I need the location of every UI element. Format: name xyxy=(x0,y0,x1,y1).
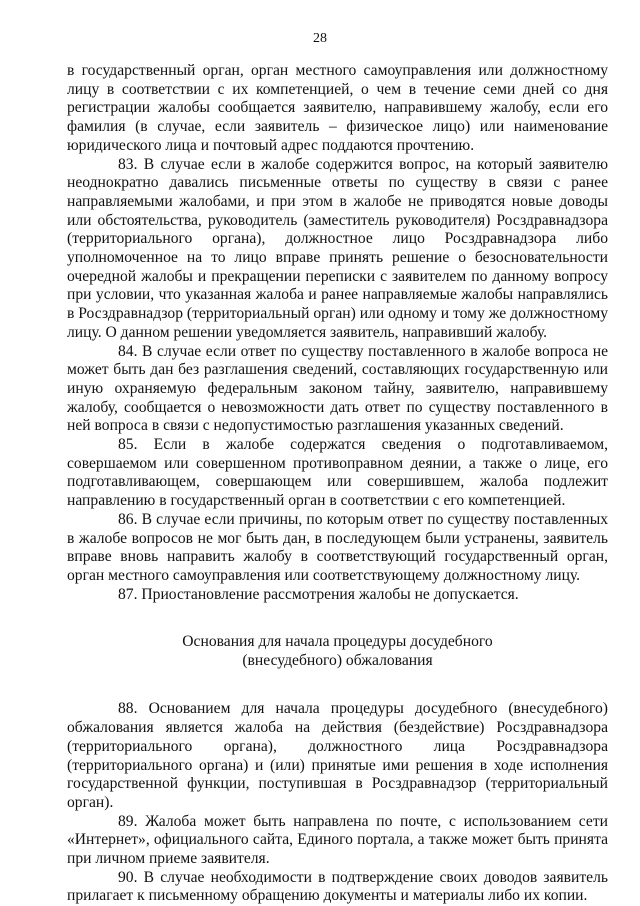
paragraph-87: 87. Приостановление рассмотрения жалобы не допускается. xyxy=(118,585,519,603)
paragraph-86: 86. В случае если причины, по которым ответ по существу поставленных в жалобе вопросов не мог быть дан, в последующем были устранены, заявитель вправе вновь направить жалобу в соответствующий государственный орган, орган местного самоуправления или соответствующему должностному лицу. xyxy=(67,510,608,584)
paragraph-89: 89. Жалоба может быть направлена по почте, с использованием сети «Интернет», официального сайта, Единого портала, а также может быть принята при личном приеме заявителя. xyxy=(67,812,608,868)
paragraph-83: 83. В случае если в жалобе содержится вопрос, на который заявителю неоднократно давались письменные ответы по существу в связи с ранее направляемыми жалобами, и при этом в жалобе не приводятся новые доводы или обстоятельства, руководитель (заместитель руководителя) Росздравнадзора (территориального органа), должностное лицо Росздравнадзора либо уполномоченное на то лицо вправе принять решение о безосновательности очередной жалобы и прекращении переписки с заявителем по данному вопросу при условии, что указанная жалоба и ранее направляемые жалобы направлялись в Росздравнадзор (территориальный орган) или одному и тому же должностному лицу. О данном решении уведомляется заявитель, направивший жалобу. xyxy=(67,155,608,341)
paragraph-84: 84. В случае если ответ по существу поставленного в жалобе вопроса не может быть дан без разглашения сведений, составляющих государственную или иную охраняемую федеральным законом тайну, заявителю, направившему жалобу, сообщается о невозможности дать ответ по существу поставленного в ней вопроса в связи с недопустимостью разглашения указанных сведений. xyxy=(67,342,608,435)
paragraph-90: 90. В случае необходимости в подтверждение своих доводов заявитель прилагает к письменному обращению документы и материалы либо их копии. xyxy=(67,868,608,905)
section-heading-line-1: Основания для начала процедуры досудебного xyxy=(182,633,493,651)
page-number: 28 xyxy=(313,31,327,46)
document-body xyxy=(67,62,608,906)
paragraph-85: 85. Если в жалобе содержатся сведения о подготавливаемом, совершаемом или совершенном противоправном деянии, а также о лице, его подготавливающем, совершающем или совершившем, жалоба подлежит направлению в государственный орган в соответствии с его компетенцией. xyxy=(67,436,608,510)
paragraph-continuation: в государственный орган, орган местного самоуправления или должностному лицу в соответствии с их компетенцией, о чем в течение семи дней со дня регистрации жалобы сообщается заявителю, направившему жалобу, если его фамилия (в случае, если заявитель – физическое лицо) или наименование юридического лица и почтовый адрес поддаются прочтению. xyxy=(67,62,608,154)
section-heading xyxy=(67,632,608,670)
section-heading-line-2: (внесудебного) обжалования xyxy=(242,652,433,670)
paragraph-88: 88. Основанием для начала процедуры досудебного (внесудебного) обжалования является жалоба на действия (бездействие) Росздравнадзора (территориального органа), должностного лица Росздравнадзора (территориального органа) и (или) принятые ими решения в ходе исполнения государственной функции, поступившая в Росздравнадзор (территориальный орган). xyxy=(67,700,608,811)
